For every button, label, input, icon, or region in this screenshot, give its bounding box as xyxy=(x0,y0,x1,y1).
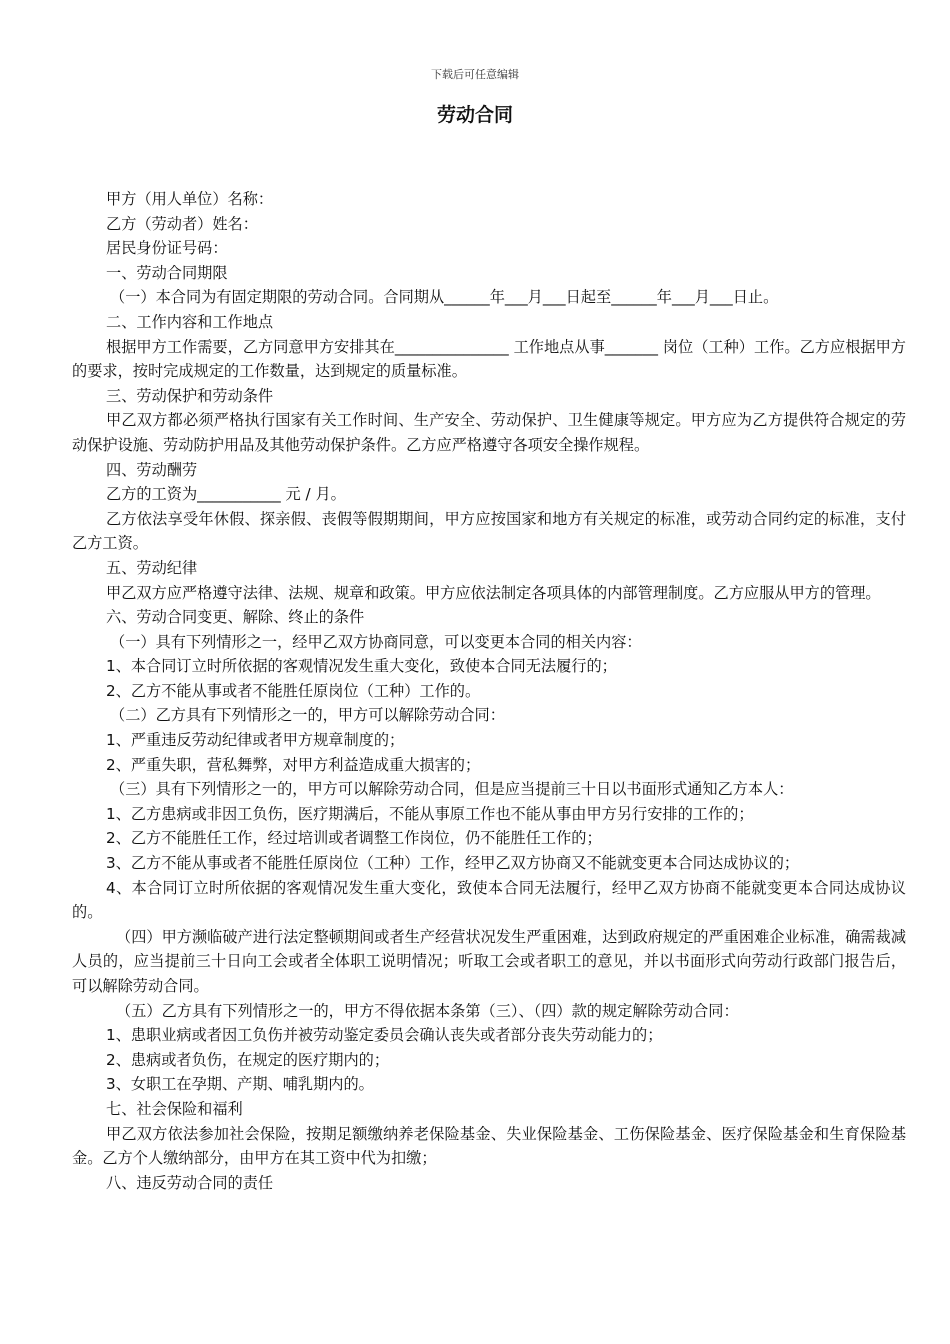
sub-clause-1: （一）具有下列情形之一，经甲乙双方协商同意，可以变更本合同的相关内容： xyxy=(110,632,642,651)
sub-clause-4: （四）甲方濒临破产进行法定整顿期间或者生产经营状况发生严重困难，达到政府规定的严重困难企业标准，确需裁减人员的，应当提前三十日向工会或者全体职工说明情况；听取工会或者职工的意见，并以书面形式向劳动行政部门报告后，可以解除劳动合同。 xyxy=(72,927,906,995)
section-heading-4: 四、劳动酬劳 xyxy=(106,460,198,479)
list-item: 1、严重违反劳动纪律或者甲方规章制度的； xyxy=(106,731,405,750)
term-clause: （一）本合同为有固定期限的劳动合同。合同期从______年___月___日起至______年___月___日止。 xyxy=(110,288,779,307)
sub-clause-3: （三）具有下列情形之一的，甲方可以解除劳动合同，但是应当提前三十日以书面形式通知乙方本人： xyxy=(110,780,794,799)
list-item: 1、患职业病或者因工负伤并被劳动鉴定委员会确认丧失或者部分丧失劳动能力的； xyxy=(106,1026,663,1045)
list-item: 1、乙方患病或非因工负伤，医疗期满后，不能从事原工作也不能从事由甲方另行安排的工作的； xyxy=(106,804,754,823)
section-heading-3: 三、劳动保护和劳动条件 xyxy=(106,386,274,405)
document-title: 劳动合同 xyxy=(436,104,513,126)
party-a-name-line: 甲方（用人单位）名称： xyxy=(106,190,274,208)
list-item: 1、本合同订立时所依据的客观情况发生重大变化，致使本合同无法履行的； xyxy=(106,657,617,676)
list-item: 2、患病或者负伤，在规定的医疗期内的； xyxy=(106,1050,390,1069)
page-header-note: 下载后可任意编辑 xyxy=(431,68,519,81)
holiday-pay-paragraph: 乙方依法享受年休假、探亲假、丧假等假期期间，甲方应按国家和地方有关规定的标准，或劳动合同约定的标准，支付乙方工资。 xyxy=(72,509,906,553)
discipline-paragraph: 甲乙双方应严格遵守法律、法规、规章和政策。甲方应依法制定各项具体的内部管理制度。乙方应服从甲方的管理。 xyxy=(106,583,881,602)
list-item: 2、乙方不能胜任工作，经过培训或者调整工作岗位，仍不能胜任工作的； xyxy=(106,829,602,848)
sub-clause-2: （二）乙方具有下列情形之一的，甲方可以解除劳动合同： xyxy=(110,706,505,725)
list-item: 3、乙方不能从事或者不能胜任原岗位（工种）工作，经甲乙双方协商又不能就变更本合同达成协议的； xyxy=(106,854,800,873)
party-b-name-line: 乙方（劳动者）姓名： xyxy=(106,214,258,233)
salary-line: 乙方的工资为___________ 元 / 月。 xyxy=(106,485,346,504)
section-heading-8: 八、违反劳动合同的责任 xyxy=(106,1173,274,1192)
section-heading-7: 七、社会保险和福利 xyxy=(106,1099,243,1118)
section-heading-5: 五、劳动纪律 xyxy=(106,558,198,577)
section-heading-1: 一、劳动合同期限 xyxy=(106,263,228,282)
list-item: 2、乙方不能从事或者不能胜任原岗位（工种）工作的。 xyxy=(106,681,481,700)
section-heading-6: 六、劳动合同变更、解除、终止的条件 xyxy=(106,608,365,627)
social-insurance-paragraph: 甲乙双方依法参加社会保险，按期足额缴纳养老保险基金、失业保险基金、工伤保险基金、医疗保险基金和生育保险基金。乙方个人缴纳部分，由甲方在其工资中代为扣缴； xyxy=(72,1124,906,1168)
sub-clause-5: （五）乙方具有下列情形之一的，甲方不得依据本条第（三）、（四）款的规定解除劳动合同： xyxy=(116,1001,739,1020)
list-item: 3、女职工在孕期、产期、哺乳期内的。 xyxy=(106,1075,374,1094)
list-item: 4、本合同订立时所依据的客观情况发生重大变化，致使本合同无法履行，经甲乙双方协商不能就变更本合同达成协议的。 xyxy=(72,878,906,922)
work-content-paragraph: 根据甲方工作需要，乙方同意甲方安排其在_______________ 工作地点从事_______ 岗位（工种）工作。乙方应根据甲方的要求，按时完成规定的工作数量，达到规定的质量标准。 xyxy=(72,337,906,381)
section-heading-2: 二、工作内容和工作地点 xyxy=(106,312,274,331)
list-item: 2、严重失职，营私舞弊，对甲方利益造成重大损害的； xyxy=(106,755,481,774)
labor-protection-paragraph: 甲乙双方都必须严格执行国家有关工作时间、生产安全、劳动保护、卫生健康等规定。甲方应为乙方提供符合规定的劳动保护设施、劳动防护用品及其他劳动保护条件。乙方应严格遵守各项安全操作规程。 xyxy=(72,411,906,454)
contract-body xyxy=(72,187,906,1195)
id-number-line: 居民身份证号码： xyxy=(106,239,228,258)
